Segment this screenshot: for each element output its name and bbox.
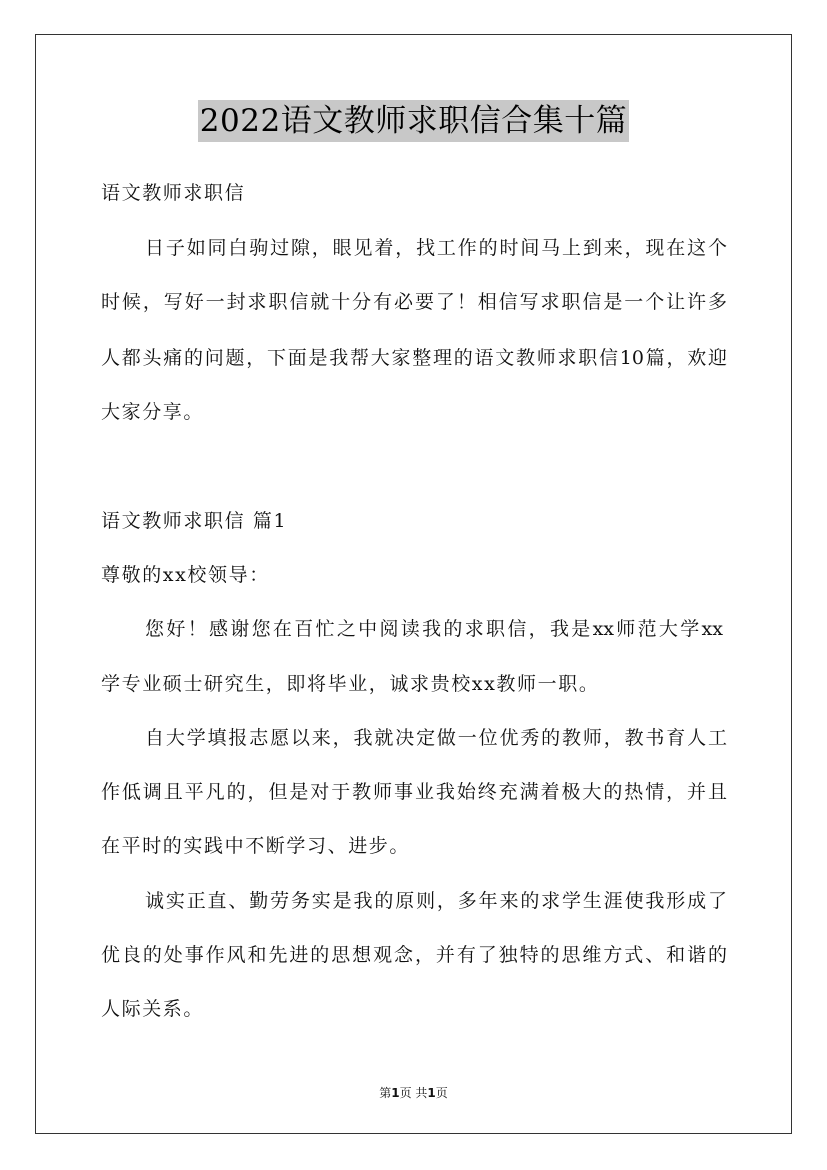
page-footer bbox=[0, 1084, 827, 1101]
intro-line: 日子如同白驹过隙，眼见着，找工作的时间马上到来，现在这个 bbox=[145, 237, 727, 259]
intro-line: 时候，写好一封求职信就十分有必要了！相信写求职信是一个让许多 bbox=[101, 291, 727, 313]
body-line: 诚实正直、勤劳务实是我的原则，多年来的求学生涯使我形成了 bbox=[145, 890, 727, 912]
page-prefix: 第 bbox=[379, 1086, 392, 1100]
body-line: 在平时的实践中不断学习、进步。 bbox=[101, 835, 411, 857]
intro-line: 人都头痛的问题，下面是我帮大家整理的语文教师求职信10篇，欢迎 bbox=[101, 347, 727, 369]
salutation: 尊敬的xx校领导： bbox=[101, 564, 270, 586]
section-heading: 语文教师求职信 篇1 bbox=[101, 510, 288, 532]
page-number: 1 bbox=[391, 1086, 400, 1100]
page-total: 1 bbox=[427, 1086, 436, 1100]
body-line: 作低调且平凡的，但是对于教师事业我始终充满着极大的热情，并且 bbox=[101, 781, 727, 803]
intro-heading: 语文教师求职信 bbox=[101, 182, 246, 204]
body-line: 自大学填报志愿以来，我就决定做一位优秀的教师，教书育人工 bbox=[145, 727, 727, 749]
page-mid: 页 共 bbox=[399, 1086, 428, 1100]
title-container bbox=[0, 100, 827, 142]
body-line: 学专业硕士研究生，即将毕业，诚求贵校xx教师一职。 bbox=[101, 673, 600, 695]
document-title: 2022语文教师求职信合集十篇 bbox=[198, 100, 629, 142]
body-line: 您好！感谢您在百忙之中阅读我的求职信，我是xx师范大学xx bbox=[145, 618, 723, 640]
body-line: 人际关系。 bbox=[101, 998, 205, 1020]
page-suffix: 页 bbox=[435, 1086, 448, 1100]
body-line: 优良的处事作风和先进的思想观念，并有了独特的思维方式、和谐的 bbox=[101, 944, 727, 966]
intro-line: 大家分享。 bbox=[101, 401, 205, 423]
